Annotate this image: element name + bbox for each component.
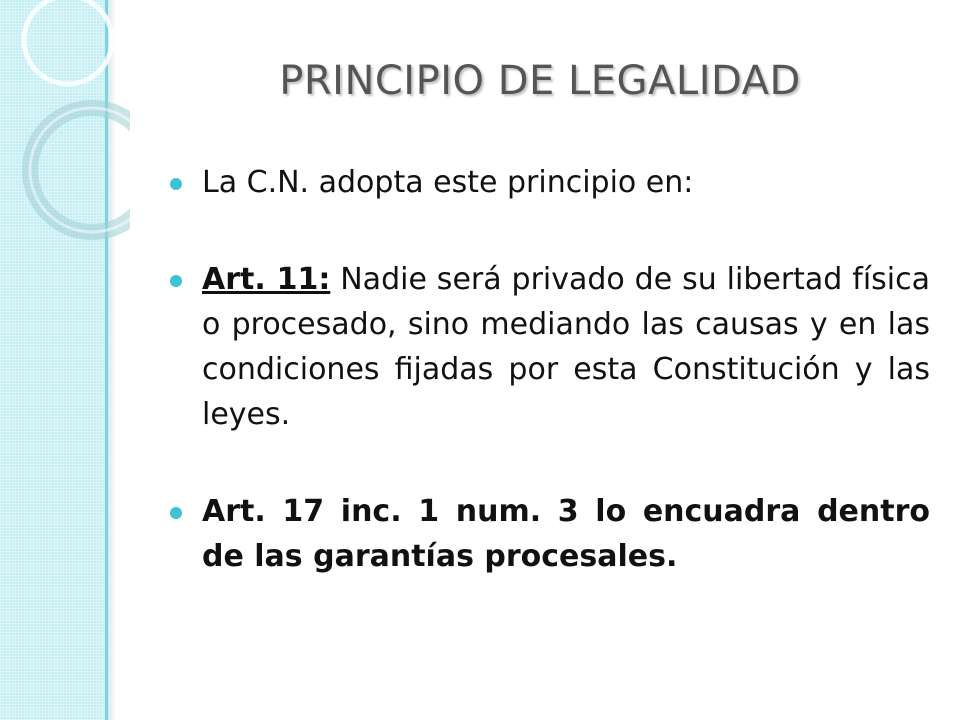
decorative-ring-top [24,0,112,84]
bullet-text: La C.N. adopta este principio en: [202,165,694,200]
bullet-dot [170,275,182,287]
bullet-item [170,160,930,205]
bullet-list [170,160,930,579]
decorative-rings [0,0,130,260]
decorative-ring-middle [30,108,130,232]
bullet-item [170,257,930,437]
bullet-text: Art. 17 inc. 1 num. 3 lo encuadra dentro de las garantías procesales. [202,494,930,574]
bullet-item [170,489,930,579]
slide-title: PRINCIPIO DE LEGALIDAD [279,58,801,104]
article-label: Art. 11: [202,262,331,297]
bullet-dot [170,507,182,519]
bullet-text: Nadie será privado de su libertad física o procesado, sino mediando las causas y en las condiciones fijadas por esta Constitución y las leyes. [202,262,930,432]
bullet-dot [170,178,182,190]
